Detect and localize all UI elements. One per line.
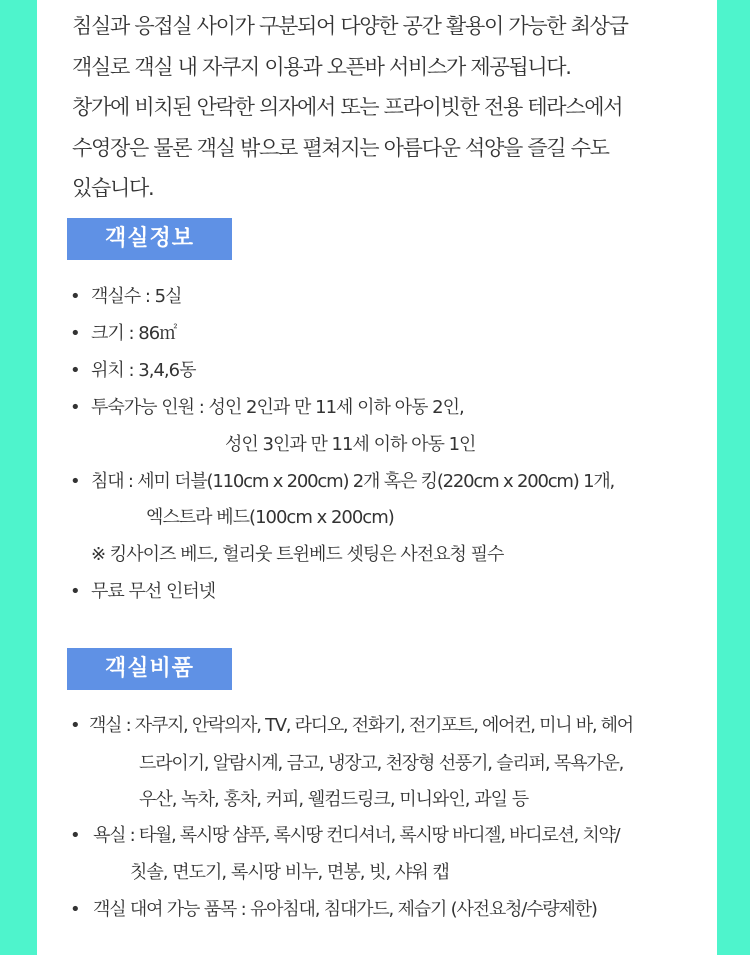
description-line: 창가에 비치된 안락한 의자에서 또는 프라이빗한 전용 테라스에서 [72,95,623,119]
room-amenities: 객실 : 자쿠지, 안락의자, TV, 라디오, 전화기, 전기포트, 에어컨, 미니 바, 헤어 [89,715,633,736]
bullet: • [70,323,81,344]
bed-note: ※ 킹사이즈 베드, 헐리웃 트윈베드 셋팅은 사전요청 필수 [91,544,504,565]
room-amenities-continued: 드라이기, 알람시계, 금고, 냉장고, 천장형 선풍기, 슬리퍼, 목욕가운, [139,753,624,774]
rental-items: 객실 대여 가능 품목 : 유아침대, 침대가드, 제습기 (사전요청/수량제한) [93,899,597,920]
capacity: 투숙가능 인원 : 성인 2인과 만 11세 이하 아동 2인, [91,397,464,418]
description-line: 침실과 응접실 사이가 구분되어 다양한 공간 활용이 가능한 최상급 [72,14,628,38]
bullet: • [70,581,81,602]
description-line: 수영장은 물론 객실 밖으로 펼쳐지는 아름다운 석양을 즐길 수도 [72,135,609,160]
bath-amenities: 욕실 : 타월, 록시땅 샴푸, 록시땅 컨디셔너, 록시땅 바디젤, 바디로션, 치약/ [93,825,620,846]
bullet: • [70,825,81,846]
internet: 무료 무선 인터넷 [91,581,216,602]
amenities-header: 객실비품 [67,648,232,690]
bullet: • [70,360,81,381]
room-count: 객실수 : 5실 [91,286,182,307]
bath-amenities-continued: 칫솔, 면도기, 록시땅 비누, 면봉, 빗, 샤워 캡 [130,862,449,883]
capacity-continued: 성인 3인과 만 11세 이하 아동 1인 [225,434,476,455]
bed-continued: 엑스트라 베드(100cm x 200cm) [146,507,394,528]
bullet: • [70,471,81,492]
room-info-header: 객실정보 [67,218,232,260]
bullet: • [70,397,81,418]
room-amenities-continued: 우산, 녹차, 홍차, 커피, 웰컴드링크, 미니와인, 과일 등 [139,789,529,810]
room-size: 크기 : 86㎡ [91,323,177,344]
bullet: • [70,899,81,920]
bullet: • [70,715,81,736]
description-line: 객실로 객실 내 자쿠지 이용과 오픈바 서비스가 제공됩니다. [72,54,571,79]
bed: 침대 : 세미 더블(110cm x 200cm) 2개 혹은 킹(220cm x 200cm) 1개, [91,471,615,492]
description-line: 있습니다. [72,176,154,200]
room-description [72,6,712,209]
bullet: • [70,286,81,307]
room-location: 위치 : 3,4,6동 [91,360,196,381]
